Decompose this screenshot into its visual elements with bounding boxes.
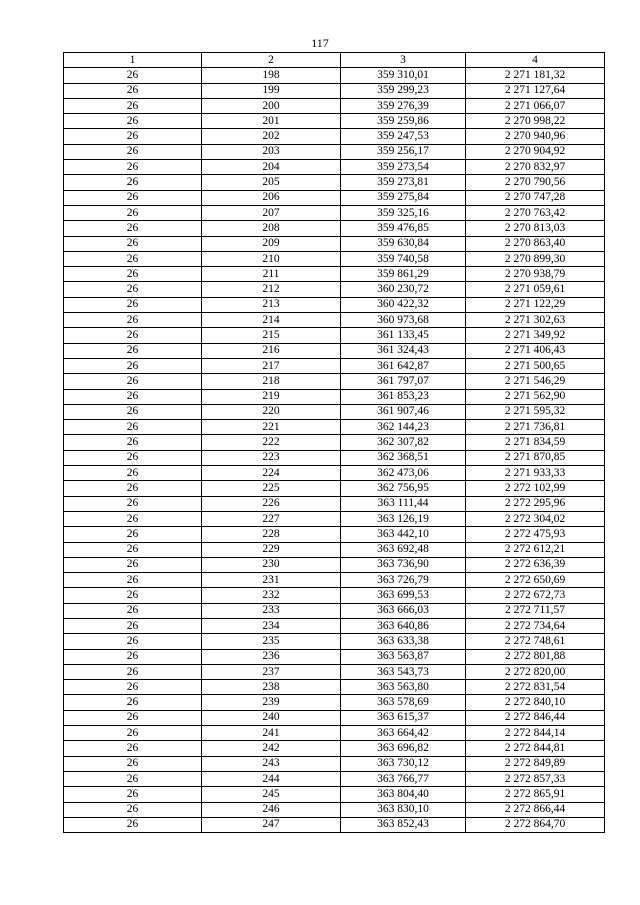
cell-contour: 26 — [64, 726, 202, 741]
cell-y-coordinate: 2 271 059,61 — [466, 282, 605, 297]
cell-contour: 26 — [64, 710, 202, 725]
cell-y-coordinate: 2 272 846,44 — [466, 710, 605, 725]
header-row — [64, 53, 605, 68]
cell-contour: 26 — [64, 129, 202, 144]
cell-point-number: 207 — [202, 205, 341, 220]
cell-point-number: 241 — [202, 726, 341, 741]
cell-contour: 26 — [64, 588, 202, 603]
cell-x-coordinate: 360 230,72 — [341, 282, 466, 297]
table-row — [64, 328, 605, 343]
cell-y-coordinate: 2 272 612,21 — [466, 542, 605, 557]
cell-x-coordinate: 362 307,82 — [341, 435, 466, 450]
cell-x-coordinate: 363 696,82 — [341, 741, 466, 756]
cell-point-number: 244 — [202, 771, 341, 786]
cell-y-coordinate: 2 270 832,97 — [466, 160, 605, 175]
cell-y-coordinate: 2 271 562,90 — [466, 389, 605, 404]
cell-y-coordinate: 2 272 711,57 — [466, 603, 605, 618]
table-row — [64, 603, 605, 618]
cell-contour: 26 — [64, 649, 202, 664]
cell-y-coordinate: 2 271 066,07 — [466, 98, 605, 113]
cell-y-coordinate: 2 272 866,44 — [466, 802, 605, 817]
cell-y-coordinate: 2 272 844,81 — [466, 741, 605, 756]
table-row — [64, 98, 605, 113]
cell-y-coordinate: 2 272 304,02 — [466, 511, 605, 526]
cell-contour: 26 — [64, 618, 202, 633]
cell-y-coordinate: 2 271 349,92 — [466, 328, 605, 343]
cell-point-number: 234 — [202, 618, 341, 633]
cell-point-number: 227 — [202, 511, 341, 526]
cell-point-number: 229 — [202, 542, 341, 557]
cell-y-coordinate: 2 272 295,96 — [466, 496, 605, 511]
cell-point-number: 232 — [202, 588, 341, 603]
cell-y-coordinate: 2 271 181,32 — [466, 68, 605, 83]
cell-x-coordinate: 363 543,73 — [341, 664, 466, 679]
cell-contour: 26 — [64, 573, 202, 588]
table-row — [64, 527, 605, 542]
cell-y-coordinate: 2 272 102,99 — [466, 481, 605, 496]
table-row — [64, 160, 605, 175]
cell-point-number: 210 — [202, 251, 341, 266]
cell-point-number: 217 — [202, 358, 341, 373]
cell-y-coordinate: 2 272 820,00 — [466, 664, 605, 679]
cell-point-number: 239 — [202, 695, 341, 710]
table-row — [64, 236, 605, 251]
cell-x-coordinate: 363 699,53 — [341, 588, 466, 603]
cell-point-number: 213 — [202, 297, 341, 312]
cell-y-coordinate: 2 270 790,56 — [466, 175, 605, 190]
cell-contour: 26 — [64, 603, 202, 618]
column-header-2: 2 — [202, 53, 341, 68]
cell-x-coordinate: 360 973,68 — [341, 313, 466, 328]
cell-x-coordinate: 359 247,53 — [341, 129, 466, 144]
table-row — [64, 664, 605, 679]
table-row — [64, 618, 605, 633]
table-row — [64, 389, 605, 404]
cell-x-coordinate: 359 299,23 — [341, 83, 466, 98]
table-row — [64, 726, 605, 741]
cell-x-coordinate: 363 442,10 — [341, 527, 466, 542]
cell-contour: 26 — [64, 527, 202, 542]
table-row — [64, 374, 605, 389]
cell-x-coordinate: 361 797,07 — [341, 374, 466, 389]
cell-x-coordinate: 359 325,16 — [341, 205, 466, 220]
cell-point-number: 224 — [202, 466, 341, 481]
cell-contour: 26 — [64, 695, 202, 710]
table-row — [64, 297, 605, 312]
cell-contour: 26 — [64, 190, 202, 205]
cell-contour: 26 — [64, 817, 202, 832]
cell-point-number: 215 — [202, 328, 341, 343]
table-row — [64, 680, 605, 695]
cell-x-coordinate: 361 324,43 — [341, 343, 466, 358]
table-row — [64, 358, 605, 373]
cell-contour: 26 — [64, 144, 202, 159]
cell-point-number: 205 — [202, 175, 341, 190]
cell-point-number: 235 — [202, 634, 341, 649]
cell-y-coordinate: 2 272 864,70 — [466, 817, 605, 832]
cell-x-coordinate: 362 473,06 — [341, 466, 466, 481]
cell-y-coordinate: 2 272 734,64 — [466, 618, 605, 633]
cell-y-coordinate: 2 272 840,10 — [466, 695, 605, 710]
cell-y-coordinate: 2 272 865,91 — [466, 787, 605, 802]
cell-x-coordinate: 361 133,45 — [341, 328, 466, 343]
cell-contour: 26 — [64, 450, 202, 465]
column-header-1: 1 — [64, 53, 202, 68]
cell-x-coordinate: 359 861,29 — [341, 267, 466, 282]
cell-y-coordinate: 2 271 546,29 — [466, 374, 605, 389]
cell-x-coordinate: 360 422,32 — [341, 297, 466, 312]
cell-contour: 26 — [64, 282, 202, 297]
cell-contour: 26 — [64, 175, 202, 190]
table-row — [64, 205, 605, 220]
cell-y-coordinate: 2 271 500,65 — [466, 358, 605, 373]
cell-x-coordinate: 363 578,69 — [341, 695, 466, 710]
table-row — [64, 129, 605, 144]
cell-contour: 26 — [64, 634, 202, 649]
table-row — [64, 710, 605, 725]
cell-point-number: 198 — [202, 68, 341, 83]
cell-contour: 26 — [64, 466, 202, 481]
table-row — [64, 542, 605, 557]
cell-y-coordinate: 2 271 595,32 — [466, 404, 605, 419]
cell-x-coordinate: 363 633,38 — [341, 634, 466, 649]
cell-y-coordinate: 2 270 763,42 — [466, 205, 605, 220]
cell-x-coordinate: 363 126,19 — [341, 511, 466, 526]
cell-contour: 26 — [64, 267, 202, 282]
cell-contour: 26 — [64, 374, 202, 389]
cell-point-number: 242 — [202, 741, 341, 756]
cell-point-number: 212 — [202, 282, 341, 297]
cell-contour: 26 — [64, 297, 202, 312]
cell-x-coordinate: 363 766,77 — [341, 771, 466, 786]
cell-contour: 26 — [64, 68, 202, 83]
cell-x-coordinate: 359 259,86 — [341, 114, 466, 129]
cell-y-coordinate: 2 270 940,96 — [466, 129, 605, 144]
cell-x-coordinate: 361 907,46 — [341, 404, 466, 419]
cell-point-number: 223 — [202, 450, 341, 465]
cell-contour: 26 — [64, 343, 202, 358]
cell-y-coordinate: 2 271 834,59 — [466, 435, 605, 450]
cell-y-coordinate: 2 270 938,79 — [466, 267, 605, 282]
table-row — [64, 404, 605, 419]
cell-x-coordinate: 363 736,90 — [341, 557, 466, 572]
cell-x-coordinate: 359 273,54 — [341, 160, 466, 175]
table-row — [64, 817, 605, 832]
cell-contour: 26 — [64, 221, 202, 236]
cell-contour: 26 — [64, 756, 202, 771]
cell-point-number: 214 — [202, 313, 341, 328]
cell-point-number: 245 — [202, 787, 341, 802]
cell-y-coordinate: 2 270 904,92 — [466, 144, 605, 159]
cell-x-coordinate: 363 111,44 — [341, 496, 466, 511]
table-row — [64, 511, 605, 526]
cell-x-coordinate: 361 642,87 — [341, 358, 466, 373]
cell-contour: 26 — [64, 358, 202, 373]
table-row — [64, 144, 605, 159]
cell-contour: 26 — [64, 787, 202, 802]
cell-point-number: 238 — [202, 680, 341, 695]
table-row — [64, 313, 605, 328]
cell-x-coordinate: 363 664,42 — [341, 726, 466, 741]
cell-y-coordinate: 2 271 933,33 — [466, 466, 605, 481]
cell-x-coordinate: 362 368,51 — [341, 450, 466, 465]
cell-contour: 26 — [64, 664, 202, 679]
cell-x-coordinate: 363 692,48 — [341, 542, 466, 557]
cell-y-coordinate: 2 272 672,73 — [466, 588, 605, 603]
cell-contour: 26 — [64, 114, 202, 129]
table-row — [64, 420, 605, 435]
cell-y-coordinate: 2 270 747,28 — [466, 190, 605, 205]
cell-contour: 26 — [64, 313, 202, 328]
cell-point-number: 209 — [202, 236, 341, 251]
table-row — [64, 175, 605, 190]
cell-y-coordinate: 2 270 813,03 — [466, 221, 605, 236]
cell-y-coordinate: 2 272 650,69 — [466, 573, 605, 588]
cell-point-number: 216 — [202, 343, 341, 358]
page-number: 117 — [311, 36, 329, 50]
table-row — [64, 343, 605, 358]
cell-x-coordinate: 362 144,23 — [341, 420, 466, 435]
cell-x-coordinate: 362 756,95 — [341, 481, 466, 496]
cell-contour: 26 — [64, 420, 202, 435]
coordinates-table — [63, 52, 605, 833]
cell-point-number: 225 — [202, 481, 341, 496]
cell-y-coordinate: 2 272 801,88 — [466, 649, 605, 664]
table-row — [64, 741, 605, 756]
cell-x-coordinate: 363 726,79 — [341, 573, 466, 588]
cell-y-coordinate: 2 271 870,85 — [466, 450, 605, 465]
table-row — [64, 771, 605, 786]
table-row — [64, 481, 605, 496]
cell-x-coordinate: 359 740,58 — [341, 251, 466, 266]
cell-y-coordinate: 2 271 127,64 — [466, 83, 605, 98]
cell-contour: 26 — [64, 511, 202, 526]
cell-contour: 26 — [64, 404, 202, 419]
table-row — [64, 466, 605, 481]
table-row — [64, 435, 605, 450]
cell-point-number: 247 — [202, 817, 341, 832]
column-header-4: 4 — [466, 53, 605, 68]
cell-point-number: 202 — [202, 129, 341, 144]
table-row — [64, 267, 605, 282]
cell-y-coordinate: 2 272 831,54 — [466, 680, 605, 695]
table-row — [64, 114, 605, 129]
cell-point-number: 246 — [202, 802, 341, 817]
cell-y-coordinate: 2 272 857,33 — [466, 771, 605, 786]
cell-x-coordinate: 359 275,84 — [341, 190, 466, 205]
cell-contour: 26 — [64, 160, 202, 175]
cell-contour: 26 — [64, 542, 202, 557]
cell-contour: 26 — [64, 557, 202, 572]
table-row — [64, 573, 605, 588]
cell-point-number: 220 — [202, 404, 341, 419]
cell-point-number: 240 — [202, 710, 341, 725]
cell-contour: 26 — [64, 205, 202, 220]
table-row — [64, 282, 605, 297]
cell-x-coordinate: 363 804,40 — [341, 787, 466, 802]
cell-point-number: 221 — [202, 420, 341, 435]
cell-contour: 26 — [64, 771, 202, 786]
cell-point-number: 237 — [202, 664, 341, 679]
cell-point-number: 208 — [202, 221, 341, 236]
cell-y-coordinate: 2 271 302,63 — [466, 313, 605, 328]
table-body — [64, 68, 605, 833]
cell-x-coordinate: 359 630,84 — [341, 236, 466, 251]
cell-x-coordinate: 363 852,43 — [341, 817, 466, 832]
cell-contour: 26 — [64, 83, 202, 98]
cell-x-coordinate: 363 730,12 — [341, 756, 466, 771]
cell-x-coordinate: 359 276,39 — [341, 98, 466, 113]
table-header — [64, 53, 605, 68]
cell-contour: 26 — [64, 328, 202, 343]
cell-x-coordinate: 363 640,86 — [341, 618, 466, 633]
cell-point-number: 200 — [202, 98, 341, 113]
cell-point-number: 201 — [202, 114, 341, 129]
cell-contour: 26 — [64, 802, 202, 817]
cell-point-number: 236 — [202, 649, 341, 664]
cell-y-coordinate: 2 271 406,43 — [466, 343, 605, 358]
table-row — [64, 649, 605, 664]
cell-point-number: 226 — [202, 496, 341, 511]
table-row — [64, 634, 605, 649]
table-row — [64, 251, 605, 266]
table-row — [64, 787, 605, 802]
table-row — [64, 557, 605, 572]
cell-x-coordinate: 363 563,80 — [341, 680, 466, 695]
column-header-3: 3 — [341, 53, 466, 68]
cell-contour: 26 — [64, 389, 202, 404]
cell-contour: 26 — [64, 680, 202, 695]
cell-contour: 26 — [64, 435, 202, 450]
cell-point-number: 231 — [202, 573, 341, 588]
cell-contour: 26 — [64, 496, 202, 511]
cell-point-number: 204 — [202, 160, 341, 175]
table-row — [64, 190, 605, 205]
cell-x-coordinate: 363 666,03 — [341, 603, 466, 618]
cell-y-coordinate: 2 272 748,61 — [466, 634, 605, 649]
cell-point-number: 211 — [202, 267, 341, 282]
cell-point-number: 228 — [202, 527, 341, 542]
cell-point-number: 233 — [202, 603, 341, 618]
cell-y-coordinate: 2 271 122,29 — [466, 297, 605, 312]
cell-y-coordinate: 2 270 998,22 — [466, 114, 605, 129]
cell-x-coordinate: 359 476,85 — [341, 221, 466, 236]
cell-contour: 26 — [64, 236, 202, 251]
cell-y-coordinate: 2 270 899,30 — [466, 251, 605, 266]
table-row — [64, 802, 605, 817]
cell-x-coordinate: 363 615,37 — [341, 710, 466, 725]
table-row — [64, 68, 605, 83]
cell-x-coordinate: 359 256,17 — [341, 144, 466, 159]
table-row — [64, 221, 605, 236]
cell-point-number: 218 — [202, 374, 341, 389]
cell-x-coordinate: 359 310,01 — [341, 68, 466, 83]
cell-y-coordinate: 2 272 475,93 — [466, 527, 605, 542]
cell-contour: 26 — [64, 481, 202, 496]
cell-x-coordinate: 361 853,23 — [341, 389, 466, 404]
cell-y-coordinate: 2 272 636,39 — [466, 557, 605, 572]
cell-y-coordinate: 2 270 863,40 — [466, 236, 605, 251]
table-row — [64, 588, 605, 603]
cell-x-coordinate: 363 830,10 — [341, 802, 466, 817]
cell-contour: 26 — [64, 741, 202, 756]
table-row — [64, 83, 605, 98]
cell-y-coordinate: 2 271 736,81 — [466, 420, 605, 435]
cell-point-number: 203 — [202, 144, 341, 159]
cell-point-number: 199 — [202, 83, 341, 98]
cell-x-coordinate: 363 563,87 — [341, 649, 466, 664]
cell-point-number: 222 — [202, 435, 341, 450]
cell-contour: 26 — [64, 98, 202, 113]
cell-contour: 26 — [64, 251, 202, 266]
table-row — [64, 496, 605, 511]
table-row — [64, 756, 605, 771]
cell-y-coordinate: 2 272 844,14 — [466, 726, 605, 741]
cell-point-number: 219 — [202, 389, 341, 404]
table-row — [64, 450, 605, 465]
cell-y-coordinate: 2 272 849,89 — [466, 756, 605, 771]
cell-point-number: 230 — [202, 557, 341, 572]
table-row — [64, 695, 605, 710]
cell-point-number: 206 — [202, 190, 341, 205]
cell-point-number: 243 — [202, 756, 341, 771]
cell-x-coordinate: 359 273,81 — [341, 175, 466, 190]
